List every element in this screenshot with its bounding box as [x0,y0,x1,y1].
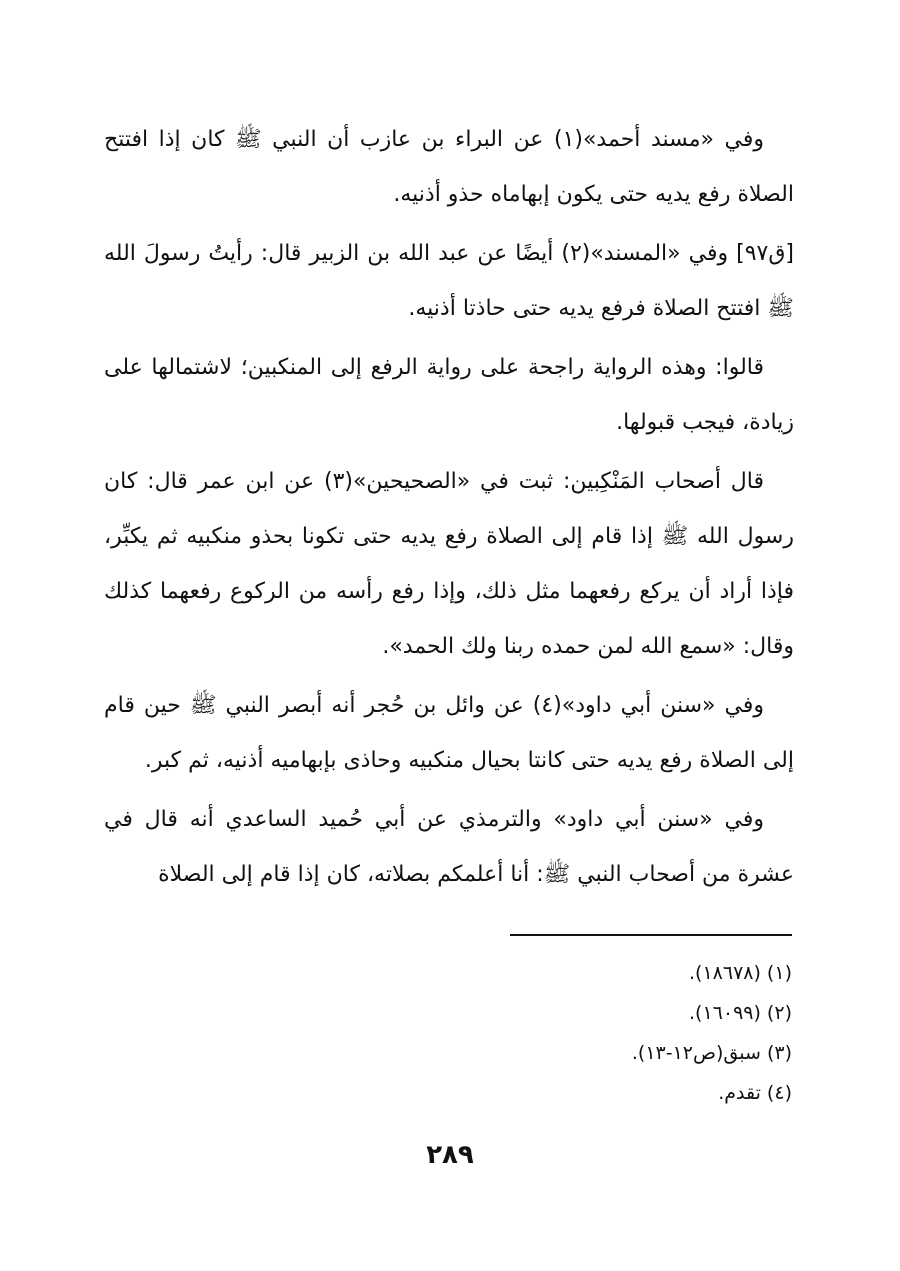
paragraph-sahihayn-ibn-umar: قال أصحاب المَنْكِبين: ثبت في «الصحيحين»(٣) عن ابن عمر قال: كان رسول الله ﷺ إذا قام إلى الصلاة رفع يديه حتى تكونا بحذو منكبيه ثم يكبِّر، فإذا أراد أن يركع رفعهما مثل ذلك، وإذا رفع رأسه من الركوع رفعهما كذلك وقال: «سمع الله لمن حمده ربنا ولك الحمد». [104,469,794,659]
footnotes-section [400,953,792,1113]
footnote-3: (٣) سبق(ص١٢-١٣). [631,1042,792,1064]
paragraph-abu-humayd: وفي «سنن أبي داود» والترمذي عن أبي حُميد الساعدي أنه قال في عشرة من أصحاب النبي ﷺ: أنا أعلمكم بصلاته، كان إذا قام إلى الصلاة [104,807,794,887]
footnote-2: (٢) (١٦٠٩٩). [689,1002,792,1024]
page-number: ٢٨٩ [426,1140,474,1170]
footnote-4: (٤) تقدم. [718,1082,792,1104]
footnote-1: (١) (١٨٦٧٨). [689,962,792,984]
paragraph-musnad-ibn-zubayr: [ق٩٧] وفي «المسند»(٢) أيضًا عن عبد الله بن الزبير قال: رأيتُ رسولَ الله ﷺ افتتح الصلاة فرفع يديه حتى حاذتا أذنيه. [104,241,795,321]
footnote-separator [510,934,792,936]
main-text-body [104,112,794,906]
paragraph-musnad-ahmad: وفي «مسند أحمد»(١) عن البراء بن عازب أن النبي ﷺ كان إذا افتتح الصلاة رفع يديه حتى يكون إبهاماه حذو أذنيه. [104,127,794,207]
paragraph-abu-dawud-wail: وفي «سنن أبي داود»(٤) عن وائل بن حُجر أنه أبصر النبي ﷺ حين قام إلى الصلاة رفع يديه حتى كانتا بحيال منكبيه وحاذى بإبهاميه أذنيه، ثم كبر. [104,693,794,773]
paragraph-preference-argument: قالوا: وهذه الرواية راجحة على رواية الرفع إلى المنكبين؛ لاشتمالها على زيادة، فيجب قبولها. [104,355,794,435]
